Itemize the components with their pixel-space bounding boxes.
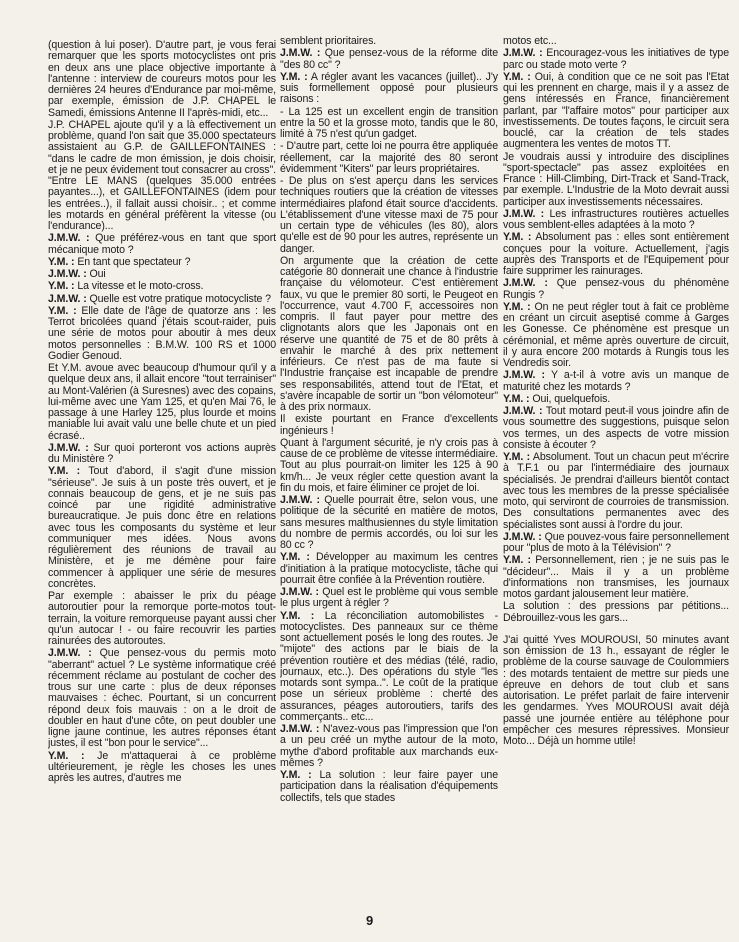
article-paragraph	[280, 72, 498, 106]
paragraph-text: Absolument pas : elles sont entièrement conçues pour la voiture. Actuellement, j'agis auprès des Transports et de l'Equipement pour faire supprimer les rainurages.	[503, 231, 729, 277]
page-number: 9	[366, 913, 374, 928]
article-paragraph	[280, 107, 498, 141]
speaker-label: J.M.W. :	[503, 530, 542, 543]
paragraph-text: Que pouvez-vous faire personnellement pour "plus de moto à la Télévision" ?	[503, 530, 729, 554]
paragraph-text: On argumente que la création de cette catégorie 80 donnerait une chance à l'industrie française du vélomoteur. C'est entièrement faux, vu que le premier 80 sorti, le Peugeot en l'occurrence, vaut 4.700 F, accessoires non compris. Il faut payer pour mettre des clignotants alors que les Japonais ont en réserve une quantité de 75 et de 80 prêts à envahir le marché à des prix nettement inférieurs. Ce n'est pas de ma faute si l'Industrie française est incapable de prendre ses responsabilités, attend tout de l'Etat, et s'avère incapable de sortir un "bon vélomoteur" à des prix normaux.	[280, 254, 498, 413]
paragraph-text: En tant que spectateur ?	[77, 255, 191, 268]
paragraph-text: Oui, quelquefois.	[532, 392, 611, 405]
article-paragraph	[503, 406, 729, 451]
paragraph-text: Oui	[89, 268, 106, 280]
speaker-label: Y.M. :	[280, 551, 310, 564]
paragraph-text: Quel est le problème qui vous semble le plus urgent à régler ?	[280, 586, 498, 610]
paragraph-text: Par exemple : abaisser le prix du péage autoroutier pour la remorque porte-motos tout-terrain, la voiture remorqueuse payant aussi cher qu'un autocar ! - ou faire recouvrir les parties rainurées des autoroutes.	[48, 590, 276, 647]
article-paragraph	[503, 72, 729, 151]
article-paragraph	[280, 141, 498, 175]
speaker-label: Y.M. :	[48, 304, 77, 317]
speaker-label: J.M.W. :	[280, 723, 320, 735]
paragraph-text: J.P. CHAPEL ajoute qu'il y a là effectivement un problème, quand l'on sait que 35.000 spectateurs assistaient au G.P. de GAILLEFONTAINES : "dans le cadre de mon émission, je dois choisir, et je ne peux évidement tout consacrer au cross". "Entre LE MANS (quelques 35.000 entrées payantes...), et GAILLEFONTAINES (idem pour les entrées..), il fallait aussi choisir.. ; et comme les motards en général préfèrent la vitesse (ou l'endurance)...	[48, 118, 276, 232]
article-paragraph	[48, 466, 276, 590]
speaker-label: J.M.W. :	[503, 405, 543, 417]
paragraph-text: Quelle est votre pratique motocycliste ?	[89, 292, 271, 305]
speaker-label: Y.M. :	[503, 300, 531, 313]
article-paragraph	[48, 443, 276, 466]
paragraph-text: Je voudrais aussi y introduire des disciplines "sport-spectacle" pas assez exploitées en France : Hill-Climbing, Dirt-Track et Sand-Track, par exemple. L'Industrie de la Moto devrait aussi participer aux investissements nécessaires.	[503, 150, 729, 208]
speaker-label: J.M.W. :	[48, 292, 87, 305]
article-paragraph	[503, 48, 729, 71]
article-paragraph	[503, 370, 729, 393]
article-paragraph	[503, 232, 729, 277]
text-column-middle	[280, 36, 498, 906]
speaker-label: Y.M. :	[503, 451, 531, 463]
speaker-label: Y.M. :	[48, 255, 75, 268]
paragraph-text: semblent prioritaires.	[280, 36, 377, 47]
paragraph-text: Encouragez-vous les initiatives de type parc ou stade moto verte ?	[503, 47, 729, 71]
paragraph-text: - D'autre part, cette loi ne pourra être appliquée réellement, car la majorité des 80 seront évidemment "Kiters" par leurs propriétaires.	[280, 140, 498, 175]
paragraph-text: motos etc...	[503, 36, 557, 47]
article-paragraph	[503, 209, 729, 232]
speaker-label: Y.M. :	[280, 609, 315, 622]
article-paragraph	[280, 587, 498, 610]
paragraph-text: Elle date de l'âge de quatorze ans : les Terrot bricolées quand j'étais scout-raider, puis une série de motos pour aboutir à mes deux motos personnelles : B.M.W. 100 RS et 1000 Godier Genoud.	[48, 304, 276, 362]
speaker-label: Y.M. :	[503, 392, 530, 405]
article-paragraph	[280, 770, 498, 804]
speaker-label: J.M.W. :	[503, 369, 545, 382]
article-paragraph	[280, 48, 498, 71]
speaker-label: Y.M. :	[280, 769, 312, 781]
speaker-label: J.M.W. :	[48, 268, 87, 280]
speaker-label: J.M.W. :	[280, 47, 321, 60]
paragraph-text: J'ai quitté Yves MOUROUSI, 50 minutes avant son émission de 13 h., essayant de régler le problème de la course sauvage de Coulommiers : des motards tentaient de mettre sur pieds une épreuve en dehors de tout club et sans autorisation. Le préfet parlait de faire intervenir les gendarmes. Yves MOUROUSI avait déjà passé une journée entière au téléphone pour empêcher ces mesures répressives. Monsieur Moto... Déjà un homme utile!	[503, 633, 729, 747]
article-paragraph	[503, 394, 729, 405]
speaker-label: Y.M. :	[280, 70, 308, 83]
paragraph-text: Et Y.M. avoue avec beaucoup d'humour qu'il y a quelque deux ans, il allait encore "tout terrainiser" au Mont-Valérien (à Suresnes) avec des copains, lui-même avec une Yam 125, et qu'en Mai 76, le passage à une Harley 125, plus lourde et moins maniable lui avait valu une belle chute et un pied écrasé..	[48, 362, 276, 442]
article-paragraph	[48, 269, 276, 280]
paragraph-text: Tout motard peut-il vous joindre afin de vous soumettre des suggestions, puisque selon vos termes, un des aspects de votre mission consiste à écouter ?	[503, 405, 729, 451]
paragraph-text: La réconciliation automobilistes - motocyclistes. Des panneaux sur ce thème sont actuellement posés le long des routes. Je "mijote" des actions par le biais de la prévention routière et des médias (télé, radio, journaux, etc..). Des opérations du style "les motards sont sympa..". Le coût de la pratique pose un sérieux problème : cherté des assurances, péages autoroutiers, tarifs des commerçants.. etc...	[280, 609, 498, 723]
speaker-label: J.M.W. :	[503, 47, 543, 60]
speaker-label: Y.M. :	[48, 280, 75, 293]
article-paragraph	[280, 414, 498, 437]
speaker-label: Y.M. :	[503, 231, 532, 244]
speaker-label: J.M.W. :	[48, 232, 90, 245]
article-paragraph	[280, 36, 498, 47]
speaker-label: Y.M. :	[503, 70, 531, 83]
speaker-label: J.M.W. :	[48, 441, 89, 454]
paragraph-text: - De plus on s'est aperçu dans les services techniques routiers que la création de vitesses intermédiaires plafond était source d'accidents. L'établissement d'une vitesse maxi de 75 pour un certain type de véhicules (les 80), alors qu'elle est de 90 pour les autres, représente un danger.	[280, 175, 498, 255]
article-paragraph	[280, 724, 498, 769]
paragraph-text: Absolument. Tout un chacun peut m'écrire à T.F.1 ou par l'intermédiaire des journaux spécialisés. Je prendrai d'ailleurs bientôt contact avec tous les membres de la presse spécialisée moto, qui serviront de courroies de transmission. Des consultations permanentes avec des spécialistes sont aussi à l'ordre du jour.	[503, 451, 729, 531]
article-paragraph	[48, 591, 276, 647]
speaker-label: Y.M. :	[48, 465, 81, 478]
paragraph-text: La solution : des pressions par pétitions... Débrouillez-vous les gars...	[503, 600, 729, 624]
paragraph-text: Les infrastructures routières actuelles vous semblent-elles adaptées à la moto ?	[503, 207, 729, 231]
speaker-label: J.M.W. :	[503, 277, 548, 290]
article-paragraph	[503, 532, 729, 555]
text-column-right	[503, 36, 729, 896]
article-paragraph	[280, 611, 498, 724]
speaker-label: J.M.W. :	[503, 207, 545, 220]
text-column-left	[48, 40, 276, 905]
article-paragraph	[280, 552, 498, 586]
paragraph-text: (question à lui poser). D'autre part, je vous ferai remarquer que les sports motocyclistes ont pris en deux ans une place objective importante à l'antenne : interview de coureurs motos pour les dernières 24 heures d'Endurance par moi-même, par exemple, émission de J.P. CHAPEL le Samedi, émissions Antenne II l'après-midi, etc...	[48, 40, 276, 119]
paragraph-text: Il existe pourtant en France d'excellents ingénieurs !	[280, 413, 498, 437]
article-paragraph	[48, 120, 276, 233]
article-paragraph	[503, 152, 729, 208]
article-paragraph	[48, 40, 276, 119]
paragraph-text: Que pensez-vous de la réforme dite "des 80 cc" ?	[280, 47, 498, 71]
paragraph-text: Tout d'abord, il s'agit d'une mission "sérieuse". Je suis à un poste très ouvert, et je connais beaucoup de gens, et je ne suis pas coincé par une rigidité administrative bureaucratique. Je puis donc être en relations avec tous les composants du système et leur communiquer mes idées. Nous avons régulièrement des réunions de travail au Ministère, et je me démène pour faire commencer à appliquer une série de mesures concrètes.	[48, 465, 276, 590]
paragraph-text: Je m'attaquerai à ce problème ultérieurement, je règle les choses les unes après les autres, d'autres me	[48, 749, 276, 784]
article-paragraph	[280, 438, 498, 494]
paragraph-text: Que pensez-vous du phénomène Rungis ?	[503, 277, 729, 301]
paragraph-text: Que pensez-vous du permis moto "aberrant" actuel ? Le système informatique créé récemment réclame au postulant de cocher des trous sur une carte : plus de deux réponses mauvaises : échec. Pourtant, si un concurrent répond deux fois mauvais : on a le droit de doubler en haut d'une côte, on peut doubler une ligne jaune continue, les autres réponses étant justes, il est "bon pour le service"...	[48, 647, 276, 750]
speaker-label: J.M.W. :	[280, 586, 319, 598]
article-paragraph	[503, 452, 729, 531]
article-paragraph	[503, 601, 729, 624]
article-paragraph	[48, 751, 276, 785]
article-paragraph	[503, 555, 729, 600]
article-paragraph	[48, 233, 276, 256]
article-paragraph	[48, 294, 276, 305]
speaker-label: Y.M. :	[48, 749, 85, 762]
paragraph-text: Que préférez-vous en tant que sport mécanique moto ?	[48, 232, 276, 256]
article-paragraph	[503, 302, 729, 370]
paragraph-text: A régler avant les vacances (juillet).. J'y suis formellement opposé pour plusieurs raisons :	[280, 70, 498, 106]
paragraph-text: Oui, à condition que ce ne soit pas l'Etat qui les prennent en charge, mais il y a assez de gens intéressés en France, financièrement parlant, par "l'affaire motos" pour participer aux investissements. De toutes façons, le circuit sera bouclé, car la création de tels stades augmentera les ventes de motos TT.	[503, 70, 729, 151]
article-paragraph	[280, 256, 498, 414]
article-paragraph	[48, 648, 276, 749]
paragraph-text: Sur quoi porteront vos actions auprès du Ministère ?	[48, 441, 276, 465]
paragraph-text: La solution : leur faire payer une participation dans la réalisation d'équipements collectifs, tels que stades	[280, 769, 498, 804]
paragraph-text: Quant à l'argument sécurité, je n'y crois pas à cause de ce problème de vitesse intermédiaire. Tout au plus pourrait-on limiter les 125 à 90 km/h... Je veux régler cette question avant la fin du mois, et faire éliminer ce projet de loi.	[280, 436, 498, 494]
article-paragraph	[503, 635, 729, 748]
paragraph-text: Développer au maximum les centres d'initiation à la pratique motocycliste, tâche qui pourrait être confiée à la Prévention routière.	[280, 551, 498, 586]
article-paragraph	[48, 306, 276, 362]
speaker-label: Y.M. :	[503, 554, 531, 567]
article-paragraph	[48, 257, 276, 268]
article-paragraph	[503, 278, 729, 301]
paragraph-text: La vitesse et le moto-cross.	[77, 280, 204, 293]
article-paragraph	[48, 281, 276, 292]
article-paragraph	[48, 363, 276, 442]
article-paragraph	[280, 495, 498, 551]
article-paragraph	[503, 36, 729, 47]
paragraph-text: On ne peut régler tout à fait ce problème en créant un circuit aseptisé comme à Garges les Gonesse. Ce phénomène est presque un cérémonial, et même après ouverture de circuit, il y aura encore 200 motards à Rungis tous les Vendredis soir.	[503, 300, 729, 369]
paragraph-text: Y a-t-il à votre avis un manque de maturité chez les motards ?	[503, 369, 729, 393]
paragraph-text: N'avez-vous pas l'impression que l'on a un peu créé un mythe autour de la moto, mythe d'abord profitable aux marchands eux-mêmes ?	[280, 723, 498, 769]
speaker-label: J.M.W. :	[280, 494, 320, 506]
paragraph-text: - La 125 est un excellent engin de transition entre la 50 et la grosse moto, tandis que le 80, limité à 75 n'est qu'un gadget.	[280, 105, 498, 140]
paragraph-text: Personnellement, rien ; je ne suis pas le "décideur"... Mais il y a un problème d'informations non transmises, les journaux motos gardant jalousement leur matière.	[503, 554, 729, 600]
article-paragraph	[280, 176, 498, 255]
paragraph-text: Quelle pourrait être, selon vous, une politique de la sécurité en matière de motos, sans mesures malthusiennes du style limitation du nombre de permis accordés, ou loi sur les 80 cc ?	[280, 494, 498, 551]
speaker-label: J.M.W. :	[48, 647, 92, 660]
